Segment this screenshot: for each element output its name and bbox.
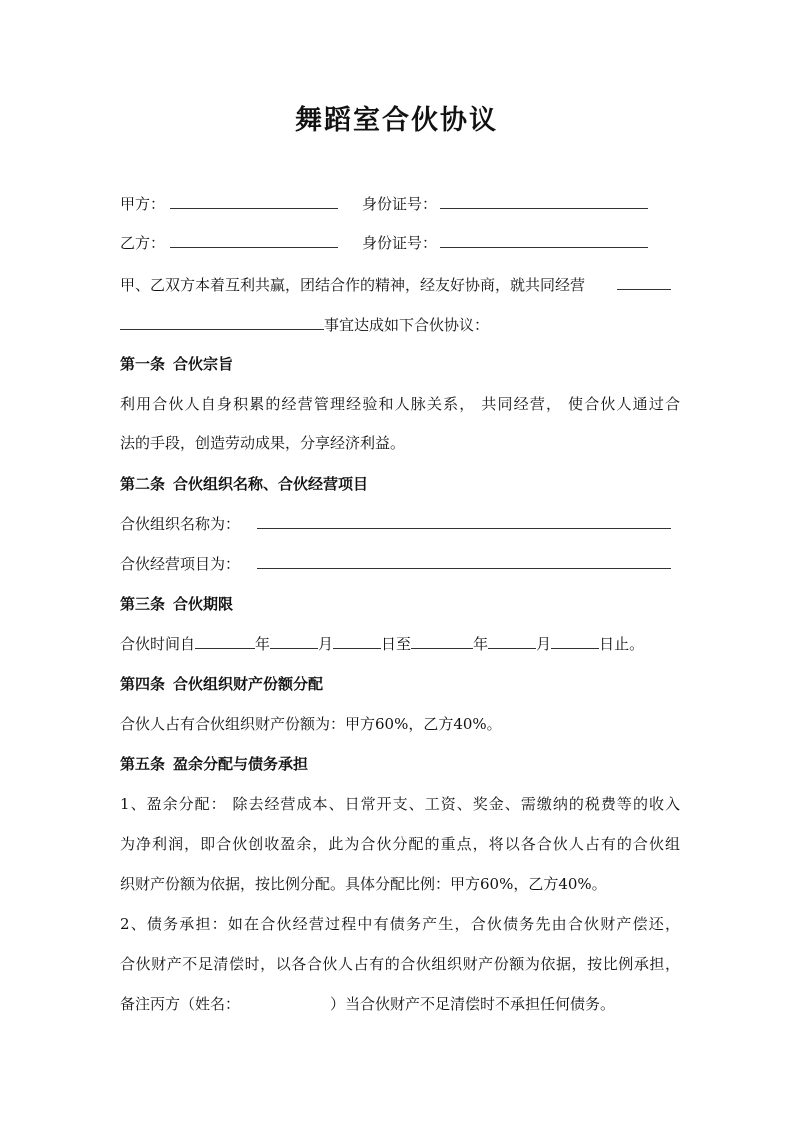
end-year-label: 年 [473, 635, 489, 653]
article-2-heading [120, 473, 680, 495]
party-a-name-blank[interactable] [170, 193, 338, 209]
article-3-title: 合伙期限 [173, 595, 234, 613]
party-b-name-blank[interactable] [170, 232, 338, 248]
period-prefix: 合伙时间自 [120, 635, 196, 653]
article-2-title: 合伙组织名称、合伙经营项目 [173, 475, 369, 493]
party-b-row [120, 232, 680, 254]
party-b-id-label: 身份证号： [362, 234, 438, 252]
guarantor-prefix: 备注丙方（姓名： [120, 995, 241, 1013]
start-year-blank[interactable] [195, 633, 255, 649]
article-1-line-1: 利用合伙人自身积累的经营管理经验和人脉关系， 共同经营， 使合伙人通过合 [120, 395, 680, 413]
intro-text-1: 甲、乙双方本着互利共赢，团结合作的精神，经友好协商，就共同经营 [120, 276, 586, 294]
document-title: 舞蹈室合伙协议 [295, 105, 498, 136]
article-5-title: 盈余分配与债务承担 [173, 755, 309, 773]
end-day-label: 日止。 [599, 635, 645, 653]
intro-line-2 [120, 314, 680, 336]
article-4-title: 合伙组织财产份额分配 [173, 675, 324, 693]
party-b-id-blank[interactable] [440, 232, 648, 248]
article-5-p2-line-3 [120, 993, 680, 1015]
article-5-p2-line-1: 2、债务承担：如在合伙经营过程中有债务产生，合伙债务先由合伙财产偿还， [120, 915, 680, 933]
party-a-label: 甲方： [120, 195, 166, 213]
intro-text-2: 事宜达成如下合伙协议： [324, 316, 490, 334]
article-4-number: 第四条 [120, 675, 166, 693]
article-4-heading [120, 673, 680, 695]
business-blank-1[interactable] [617, 274, 671, 290]
end-month-blank[interactable] [488, 633, 536, 649]
party-a-id-blank[interactable] [440, 193, 648, 209]
start-month-blank[interactable] [270, 633, 318, 649]
start-month-label: 月 [318, 635, 334, 653]
party-a-id-label: 身份证号： [362, 195, 438, 213]
article-5-number: 第五条 [120, 755, 166, 773]
period-row [120, 633, 680, 655]
end-year-blank[interactable] [411, 633, 473, 649]
article-1-line-2: 法的手段，创造劳动成果，分享经济利益。 [120, 434, 406, 452]
guarantor-suffix: ）当合伙财产不足清偿时不承担任何债务。 [330, 995, 616, 1013]
article-5-p2-line-2: 合伙财产不足清偿时，以各合伙人占有的合伙组织财产份额为依据，按比例承担， [120, 955, 680, 973]
start-year-label: 年 [255, 635, 271, 653]
party-a-row [120, 193, 680, 215]
article-1-heading [120, 353, 680, 375]
org-name-label: 合伙组织名称为： [120, 515, 241, 533]
article-2-number: 第二条 [120, 475, 166, 493]
article-3-number: 第三条 [120, 595, 166, 613]
article-1-title: 合伙宗旨 [173, 355, 234, 373]
org-name-row [120, 513, 680, 535]
start-day-label: 日至 [381, 635, 412, 653]
article-5-p1-line-2: 为净利润，即合伙创收盈余，此为合伙分配的重点，将以各合伙人占有的合伙组 [120, 835, 680, 853]
party-b-label: 乙方： [120, 234, 166, 252]
business-blank-2[interactable] [120, 314, 324, 330]
end-month-label: 月 [536, 635, 552, 653]
org-name-blank[interactable] [257, 513, 671, 529]
article-5-p1-line-1: 1、盈余分配： 除去经营成本、日常开支、工资、奖金、需缴纳的税费等的收入 [120, 795, 680, 813]
end-day-blank[interactable] [551, 633, 599, 649]
start-day-blank[interactable] [333, 633, 381, 649]
project-label: 合伙经营项目为： [120, 555, 241, 573]
article-3-heading [120, 593, 680, 615]
project-blank[interactable] [257, 553, 671, 569]
intro-line-1 [120, 274, 680, 296]
project-row [120, 553, 680, 575]
article-5-p1-line-3: 织财产份额为依据，按比例分配。具体分配比例：甲方60%，乙方40%。 [120, 875, 607, 893]
article-5-heading [120, 753, 680, 775]
article-4-text: 合伙人占有合伙组织财产份额为：甲方60%，乙方40%。 [120, 715, 502, 733]
article-1-number: 第一条 [120, 355, 166, 373]
